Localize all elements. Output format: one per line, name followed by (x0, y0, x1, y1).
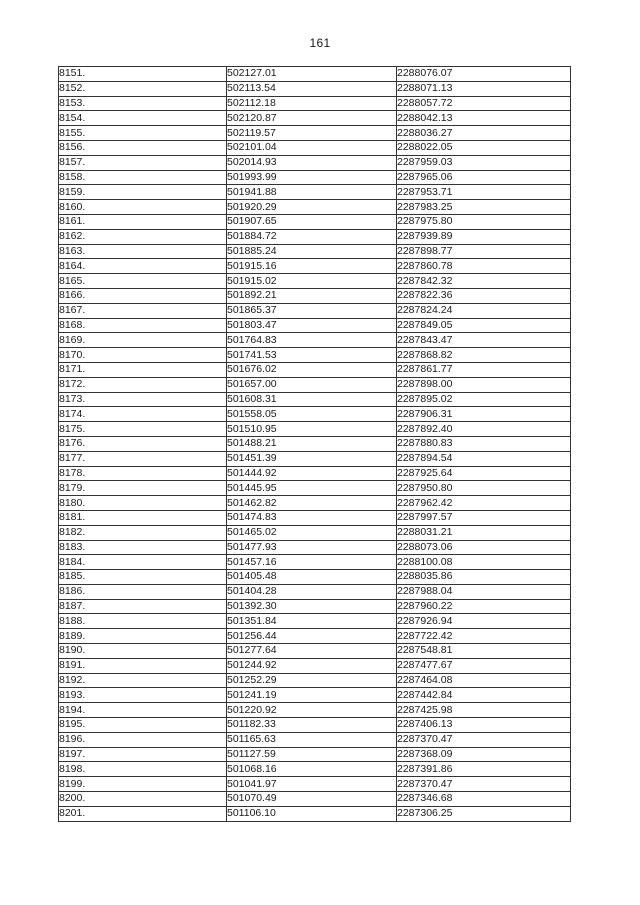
x-coordinate-cell: 501915.16 (227, 259, 397, 274)
point-number-cell: 8182. (59, 525, 227, 540)
y-coordinate-cell: 2287464.08 (397, 673, 571, 688)
y-coordinate-cell: 2287425.98 (397, 703, 571, 718)
x-coordinate-cell: 501657.00 (227, 377, 397, 392)
x-coordinate-cell: 501884.72 (227, 229, 397, 244)
table-row (59, 510, 571, 525)
y-coordinate-cell: 2287960.22 (397, 599, 571, 614)
table-row (59, 200, 571, 215)
point-number-cell: 8181. (59, 510, 227, 525)
point-number-cell: 8154. (59, 111, 227, 126)
table-row (59, 496, 571, 511)
y-coordinate-cell: 2287983.25 (397, 200, 571, 215)
y-coordinate-cell: 2287925.64 (397, 466, 571, 481)
x-coordinate-cell: 501404.28 (227, 584, 397, 599)
y-coordinate-cell: 2287306.25 (397, 806, 571, 821)
table-row (59, 777, 571, 792)
table-row (59, 718, 571, 733)
table-row (59, 673, 571, 688)
y-coordinate-cell: 2287939.89 (397, 229, 571, 244)
table-row (59, 451, 571, 466)
table-row (59, 348, 571, 363)
table-row (59, 81, 571, 96)
point-number-cell: 8190. (59, 644, 227, 659)
table-row (59, 747, 571, 762)
x-coordinate-cell: 501892.21 (227, 288, 397, 303)
x-coordinate-cell: 502120.87 (227, 111, 397, 126)
table-row (59, 792, 571, 807)
point-number-cell: 8195. (59, 718, 227, 733)
table-row (59, 259, 571, 274)
x-coordinate-cell: 501803.47 (227, 318, 397, 333)
y-coordinate-cell: 2287892.40 (397, 422, 571, 437)
y-coordinate-cell: 2288071.13 (397, 81, 571, 96)
y-coordinate-cell: 2287860.78 (397, 259, 571, 274)
table-row (59, 436, 571, 451)
y-coordinate-cell: 2288076.07 (397, 67, 571, 82)
table-row (59, 170, 571, 185)
table-row (59, 229, 571, 244)
point-number-cell: 8152. (59, 81, 227, 96)
point-number-cell: 8201. (59, 806, 227, 821)
table-row (59, 333, 571, 348)
point-number-cell: 8163. (59, 244, 227, 259)
table-row (59, 362, 571, 377)
y-coordinate-cell: 2287442.84 (397, 688, 571, 703)
x-coordinate-cell: 501865.37 (227, 303, 397, 318)
point-number-cell: 8169. (59, 333, 227, 348)
x-coordinate-cell: 501220.92 (227, 703, 397, 718)
table-row (59, 303, 571, 318)
table-row (59, 392, 571, 407)
point-number-cell: 8177. (59, 451, 227, 466)
point-number-cell: 8184. (59, 555, 227, 570)
point-number-cell: 8171. (59, 362, 227, 377)
x-coordinate-cell: 501676.02 (227, 362, 397, 377)
y-coordinate-cell: 2288035.86 (397, 570, 571, 585)
y-coordinate-cell: 2288057.72 (397, 96, 571, 111)
y-coordinate-cell: 2287722.42 (397, 629, 571, 644)
x-coordinate-cell: 501068.16 (227, 762, 397, 777)
x-coordinate-cell: 501041.97 (227, 777, 397, 792)
y-coordinate-cell: 2287842.32 (397, 274, 571, 289)
x-coordinate-cell: 501885.24 (227, 244, 397, 259)
x-coordinate-cell: 501277.64 (227, 644, 397, 659)
table-row (59, 703, 571, 718)
x-coordinate-cell: 501392.30 (227, 599, 397, 614)
table-row (59, 614, 571, 629)
point-number-cell: 8151. (59, 67, 227, 82)
coordinates-table-body (59, 67, 571, 822)
x-coordinate-cell: 501941.88 (227, 185, 397, 200)
y-coordinate-cell: 2288042.13 (397, 111, 571, 126)
y-coordinate-cell: 2287997.57 (397, 510, 571, 525)
table-row (59, 644, 571, 659)
point-number-cell: 8174. (59, 407, 227, 422)
table-row (59, 732, 571, 747)
y-coordinate-cell: 2287849.05 (397, 318, 571, 333)
y-coordinate-cell: 2287391.86 (397, 762, 571, 777)
table-row (59, 481, 571, 496)
table-row (59, 555, 571, 570)
point-number-cell: 8186. (59, 584, 227, 599)
y-coordinate-cell: 2287962.42 (397, 496, 571, 511)
point-number-cell: 8178. (59, 466, 227, 481)
table-row (59, 96, 571, 111)
point-number-cell: 8191. (59, 658, 227, 673)
y-coordinate-cell: 2287988.04 (397, 584, 571, 599)
x-coordinate-cell: 502101.04 (227, 140, 397, 155)
point-number-cell: 8161. (59, 214, 227, 229)
y-coordinate-cell: 2288073.06 (397, 540, 571, 555)
point-number-cell: 8176. (59, 436, 227, 451)
x-coordinate-cell: 501070.49 (227, 792, 397, 807)
point-number-cell: 8179. (59, 481, 227, 496)
point-number-cell: 8180. (59, 496, 227, 511)
x-coordinate-cell: 501127.59 (227, 747, 397, 762)
y-coordinate-cell: 2287906.31 (397, 407, 571, 422)
table-row (59, 377, 571, 392)
x-coordinate-cell: 501474.83 (227, 510, 397, 525)
x-coordinate-cell: 501915.02 (227, 274, 397, 289)
y-coordinate-cell: 2287953.71 (397, 185, 571, 200)
table-row (59, 584, 571, 599)
y-coordinate-cell: 2288036.27 (397, 126, 571, 141)
y-coordinate-cell: 2287959.03 (397, 155, 571, 170)
point-number-cell: 8185. (59, 570, 227, 585)
table-row (59, 762, 571, 777)
x-coordinate-cell: 501462.82 (227, 496, 397, 511)
point-number-cell: 8192. (59, 673, 227, 688)
table-row (59, 629, 571, 644)
y-coordinate-cell: 2287975.80 (397, 214, 571, 229)
y-coordinate-cell: 2287861.77 (397, 362, 571, 377)
table-row (59, 806, 571, 821)
x-coordinate-cell: 501165.63 (227, 732, 397, 747)
x-coordinate-cell: 501445.95 (227, 481, 397, 496)
y-coordinate-cell: 2287370.47 (397, 732, 571, 747)
table-row (59, 570, 571, 585)
point-number-cell: 8158. (59, 170, 227, 185)
table-row (59, 658, 571, 673)
point-number-cell: 8199. (59, 777, 227, 792)
y-coordinate-cell: 2287406.13 (397, 718, 571, 733)
point-number-cell: 8189. (59, 629, 227, 644)
x-coordinate-cell: 501477.93 (227, 540, 397, 555)
table-row (59, 67, 571, 82)
point-number-cell: 8165. (59, 274, 227, 289)
table-row (59, 155, 571, 170)
point-number-cell: 8162. (59, 229, 227, 244)
point-number-cell: 8183. (59, 540, 227, 555)
x-coordinate-cell: 501182.33 (227, 718, 397, 733)
y-coordinate-cell: 2287895.02 (397, 392, 571, 407)
y-coordinate-cell: 2287368.09 (397, 747, 571, 762)
table-row (59, 288, 571, 303)
x-coordinate-cell: 501106.10 (227, 806, 397, 821)
table-row (59, 688, 571, 703)
table-row (59, 599, 571, 614)
point-number-cell: 8164. (59, 259, 227, 274)
point-number-cell: 8175. (59, 422, 227, 437)
y-coordinate-cell: 2287950.80 (397, 481, 571, 496)
point-number-cell: 8168. (59, 318, 227, 333)
y-coordinate-cell: 2287868.82 (397, 348, 571, 363)
coordinates-table (58, 66, 571, 822)
point-number-cell: 8187. (59, 599, 227, 614)
x-coordinate-cell: 501488.21 (227, 436, 397, 451)
point-number-cell: 8194. (59, 703, 227, 718)
point-number-cell: 8153. (59, 96, 227, 111)
point-number-cell: 8200. (59, 792, 227, 807)
table-row (59, 111, 571, 126)
y-coordinate-cell: 2288022.05 (397, 140, 571, 155)
point-number-cell: 8193. (59, 688, 227, 703)
y-coordinate-cell: 2287824.24 (397, 303, 571, 318)
x-coordinate-cell: 501241.19 (227, 688, 397, 703)
point-number-cell: 8198. (59, 762, 227, 777)
y-coordinate-cell: 2287965.06 (397, 170, 571, 185)
table-row (59, 126, 571, 141)
x-coordinate-cell: 501920.29 (227, 200, 397, 215)
y-coordinate-cell: 2287894.54 (397, 451, 571, 466)
table-row (59, 407, 571, 422)
page-number: 161 (309, 36, 331, 50)
y-coordinate-cell: 2288100.08 (397, 555, 571, 570)
x-coordinate-cell: 501764.83 (227, 333, 397, 348)
table-row (59, 540, 571, 555)
point-number-cell: 8157. (59, 155, 227, 170)
table-row (59, 244, 571, 259)
point-number-cell: 8172. (59, 377, 227, 392)
y-coordinate-cell: 2287926.94 (397, 614, 571, 629)
y-coordinate-cell: 2287898.77 (397, 244, 571, 259)
point-number-cell: 8196. (59, 732, 227, 747)
point-number-cell: 8160. (59, 200, 227, 215)
table-row (59, 274, 571, 289)
y-coordinate-cell: 2287898.00 (397, 377, 571, 392)
x-coordinate-cell: 501256.44 (227, 629, 397, 644)
x-coordinate-cell: 501457.16 (227, 555, 397, 570)
point-number-cell: 8197. (59, 747, 227, 762)
x-coordinate-cell: 502014.93 (227, 155, 397, 170)
x-coordinate-cell: 501351.84 (227, 614, 397, 629)
point-number-cell: 8156. (59, 140, 227, 155)
x-coordinate-cell: 501608.31 (227, 392, 397, 407)
y-coordinate-cell: 2287843.47 (397, 333, 571, 348)
table-row (59, 422, 571, 437)
y-coordinate-cell: 2287822.36 (397, 288, 571, 303)
x-coordinate-cell: 501405.48 (227, 570, 397, 585)
x-coordinate-cell: 501444.92 (227, 466, 397, 481)
table-row (59, 185, 571, 200)
x-coordinate-cell: 501741.53 (227, 348, 397, 363)
y-coordinate-cell: 2287880.83 (397, 436, 571, 451)
x-coordinate-cell: 501244.92 (227, 658, 397, 673)
point-number-cell: 8173. (59, 392, 227, 407)
x-coordinate-cell: 501907.65 (227, 214, 397, 229)
point-number-cell: 8166. (59, 288, 227, 303)
point-number-cell: 8159. (59, 185, 227, 200)
x-coordinate-cell: 502127.01 (227, 67, 397, 82)
x-coordinate-cell: 501510.95 (227, 422, 397, 437)
point-number-cell: 8170. (59, 348, 227, 363)
table-row (59, 318, 571, 333)
table-row (59, 525, 571, 540)
x-coordinate-cell: 502112.18 (227, 96, 397, 111)
table-row (59, 214, 571, 229)
point-number-cell: 8188. (59, 614, 227, 629)
x-coordinate-cell: 501558.05 (227, 407, 397, 422)
point-number-cell: 8155. (59, 126, 227, 141)
point-number-cell: 8167. (59, 303, 227, 318)
x-coordinate-cell: 501465.02 (227, 525, 397, 540)
x-coordinate-cell: 501451.39 (227, 451, 397, 466)
table-row (59, 140, 571, 155)
table-row (59, 466, 571, 481)
x-coordinate-cell: 502119.57 (227, 126, 397, 141)
y-coordinate-cell: 2287548.81 (397, 644, 571, 659)
y-coordinate-cell: 2288031.21 (397, 525, 571, 540)
x-coordinate-cell: 501252.29 (227, 673, 397, 688)
y-coordinate-cell: 2287477.67 (397, 658, 571, 673)
y-coordinate-cell: 2287346.68 (397, 792, 571, 807)
x-coordinate-cell: 501993.99 (227, 170, 397, 185)
x-coordinate-cell: 502113.54 (227, 81, 397, 96)
y-coordinate-cell: 2287370.47 (397, 777, 571, 792)
